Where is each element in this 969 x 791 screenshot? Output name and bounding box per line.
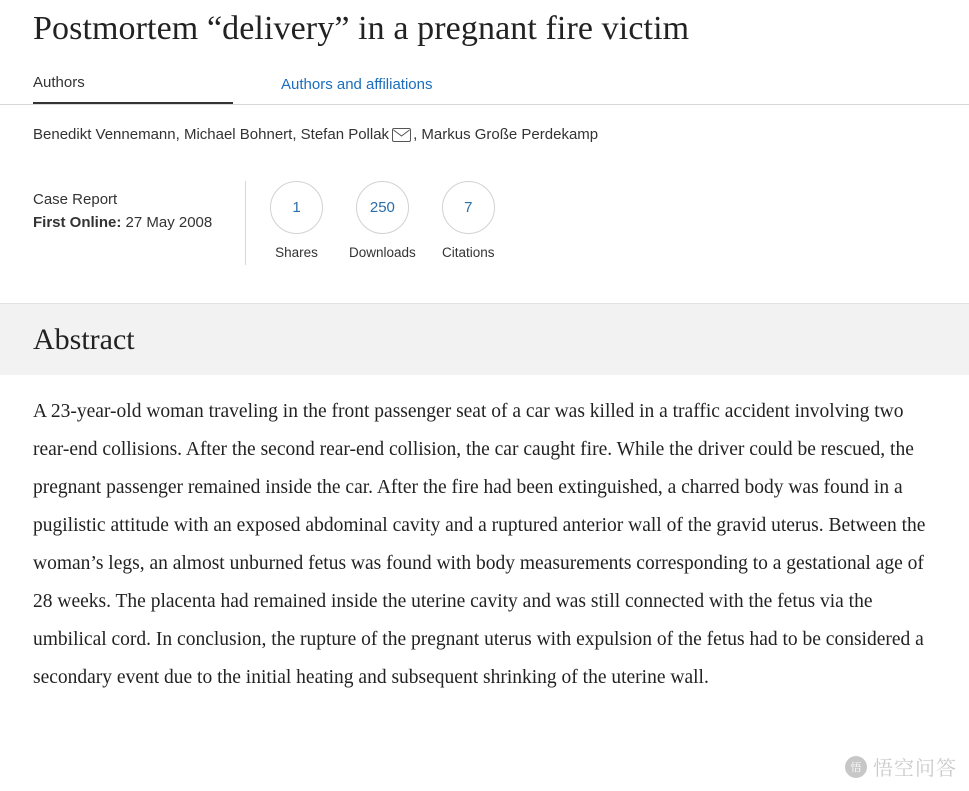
authors-names-primary: Benedikt Vennemann, Michael Bohnert, Stefan Pollak bbox=[33, 126, 390, 143]
authors-names-secondary: , Markus Große Perdekamp bbox=[413, 126, 599, 143]
meta-left bbox=[33, 181, 245, 235]
watermark-text: 悟空问答 bbox=[873, 758, 957, 780]
first-online-date: 27 May 2008 bbox=[125, 214, 213, 231]
metric-downloads-label: Downloads bbox=[349, 245, 416, 260]
metric-shares[interactable] bbox=[270, 181, 323, 260]
metric-shares-value: 1 bbox=[270, 181, 323, 234]
abstract-heading: Abstract bbox=[33, 322, 135, 356]
metric-citations-value: 7 bbox=[442, 181, 495, 234]
metric-downloads-value: 250 bbox=[356, 181, 409, 234]
authors-line bbox=[0, 105, 969, 145]
author-tabs bbox=[0, 74, 969, 105]
metric-citations-label: Citations bbox=[442, 245, 495, 260]
metric-downloads[interactable] bbox=[349, 181, 416, 260]
watermark-logo-icon: 悟 bbox=[845, 756, 867, 778]
tab-authors-and-affiliations[interactable]: Authors and affiliations bbox=[281, 76, 433, 93]
tab-authors[interactable]: Authors bbox=[33, 74, 233, 104]
article-type: Case Report bbox=[33, 191, 118, 208]
first-online-label: First Online: bbox=[33, 214, 122, 231]
envelope-icon[interactable] bbox=[392, 128, 411, 142]
article-meta bbox=[0, 145, 969, 265]
page-title: Postmortem “delivery” in a pregnant fire victim bbox=[33, 10, 690, 47]
abstract-header-band bbox=[0, 303, 969, 375]
metric-shares-label: Shares bbox=[275, 245, 318, 260]
metrics-group bbox=[270, 181, 495, 260]
abstract-text: A 23-year-old woman traveling in the front passenger seat of a car was killed in a traffic accident involving two rear-end collisions. After the second rear-end collision, the car caught fire. While the driver could be rescued, the pregnant passenger remained inside the car. After the fire had been extinguished, a charred body was found in a pugilistic attitude with an exposed abdominal cavity and a ruptured anterior wall of the gravid uterus. Between the woman’s legs, an almost unburned fetus was found with body measurements corresponding to a gestational age of 28 weeks. The placenta had remained inside the uterine cavity and was still connected with the fetus via the umbilical cord. In conclusion, the rupture of the pregnant uterus with expulsion of the fetus had to be considered a secondary event due to the initial heating and subsequent shrinking of the uterine wall. bbox=[33, 401, 926, 688]
metric-citations[interactable] bbox=[442, 181, 495, 260]
first-online bbox=[33, 211, 245, 235]
watermark bbox=[845, 752, 957, 781]
metrics-divider bbox=[245, 181, 246, 265]
